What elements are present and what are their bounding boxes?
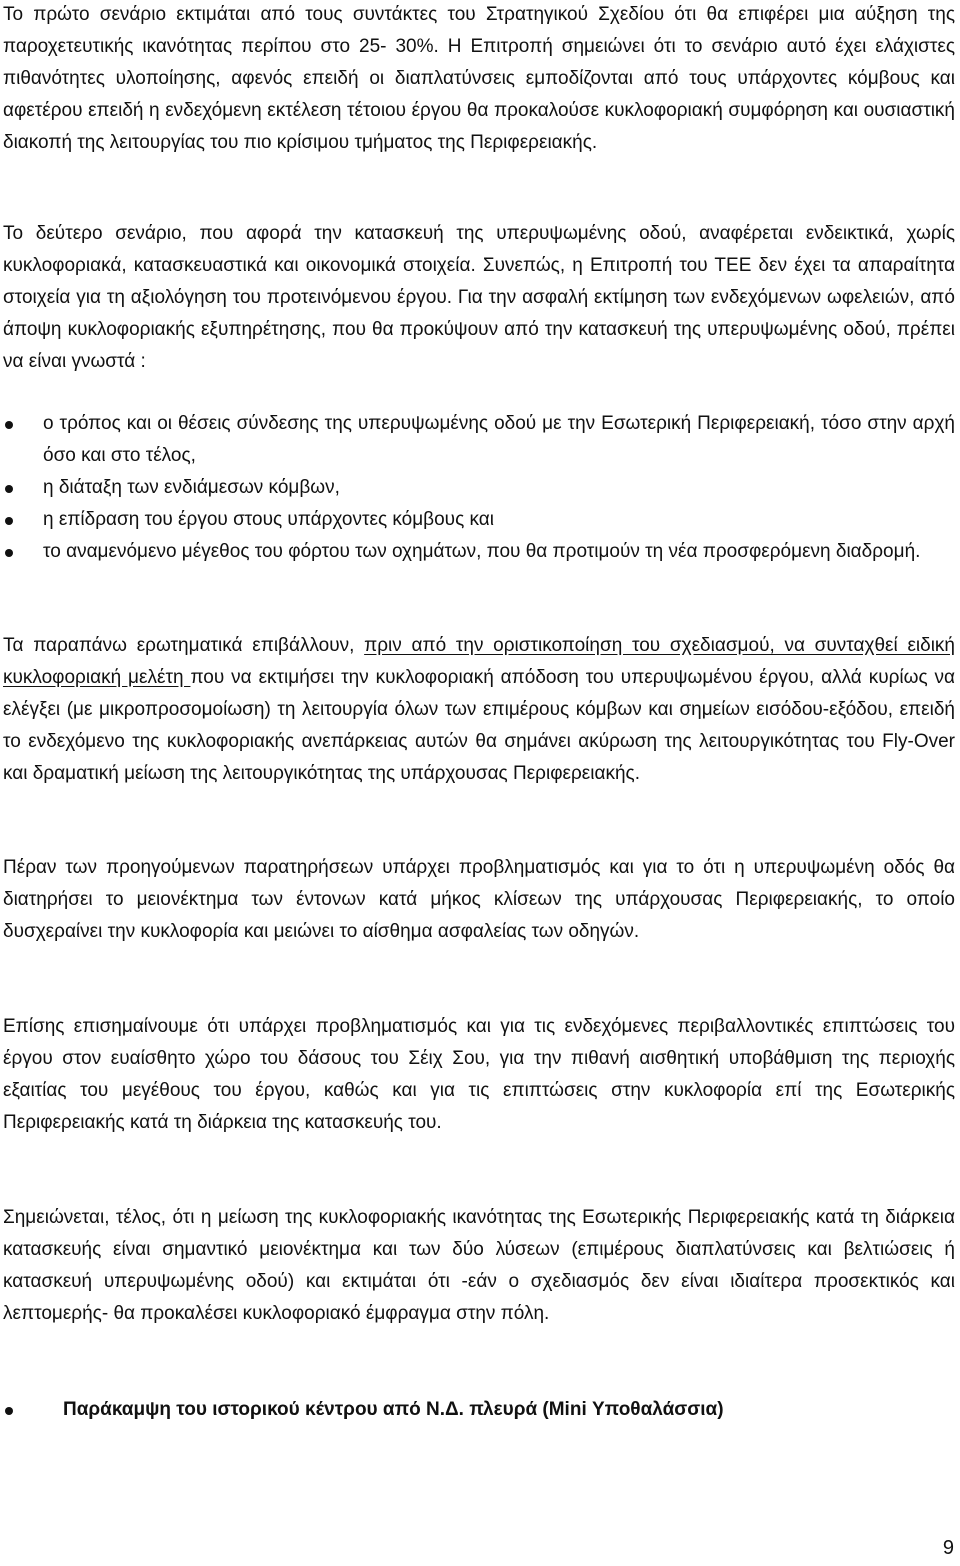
- bullet-icon: [5, 549, 13, 557]
- requirements-list: [3, 408, 955, 568]
- underlined-emphasis: πριν από την οριστικοποίηση του σχεδιασμού, να συνταχθεί ειδική κυκλοφοριακή μελέτη: [3, 635, 955, 688]
- list-item: [3, 408, 955, 472]
- bullet-icon: [5, 1407, 13, 1415]
- list-item-text: το αναμενόμενο μέγεθος του φόρτου των οχημάτων, που θα προτιμούν τη νέα προσφερόμενη διαδρομή.: [43, 541, 921, 562]
- section-heading: [3, 1394, 955, 1426]
- bullet-icon: [5, 421, 13, 429]
- list-item: [3, 504, 955, 536]
- paragraph-construction-capacity: Σημειώνεται, τέλος, ότι η μείωση της κυκλοφοριακής ικανότητας της Εσωτερικής Περιφερειακής κατά τη διάρκεια κατασκευής είναι σημαντικό μειονέκτημα και των δύο λύσεων (επιμέρους διαπλατύνσεις και βελτιώσεις ή κατασκευή υπερυψωμένης οδού) και εκτιμάται ότι -εάν ο σχεδιασμός δεν είναι ιδιαίτερα προσεκτικός και λεπτομερής- θα προκαλέσει κυκλοφοριακό έμφραγμα στην πόλη.: [3, 1207, 955, 1324]
- paragraph-traffic-study: [3, 630, 955, 790]
- page-number: 9: [942, 1537, 954, 1559]
- list-item: [3, 472, 955, 504]
- section-heading-text: Παράκαμψη του ιστορικού κέντρου από Ν.Δ. πλευρά (Mini Υποθαλάσσια): [63, 1399, 724, 1420]
- paragraph-gradients: Πέραν των προηγούμενων παρατηρήσεων υπάρχει προβληματισμός και για το ότι η υπερυψωμένη οδός θα διατηρήσει το μειονέκτημα των έντονων κατά μήκος κλίσεων της υπάρχουσας Περιφερειακής, το οποίο δυσχεραίνει την κυκλοφορία και μειώνει το αίσθημα ασφαλείας των οδηγών.: [3, 857, 955, 942]
- paragraph-text: που να εκτιμήσει την κυκλοφοριακή απόδοση του υπερυψωμένου έργου, αλλά κυρίως να ελέγξει (με μικροπροσομοίωση) τη λειτουργία όλων των επιμέρους κόμβων και σημείων εισόδου-εξόδου, επειδή το ενδεχόμενο της κυκλοφοριακής ανεπάρκειας αυτών θα σημάνει ακύρωση της λειτουργικότητας του Fly-Over και δραματική μείωση της λειτουργικότητας της υπάρχουσας Περιφερειακής.: [3, 667, 956, 784]
- paragraph-text: Τα παραπάνω ερωτηματικά επιβάλλουν,: [3, 635, 365, 656]
- paragraph-environment: Επίσης επισημαίνουμε ότι υπάρχει προβληματισμός και για τις ενδεχόμενες περιβαλλοντικές επιπτώσεις του έργου στον ευαίσθητο χώρο του δάσους του Σέιχ Σου, για την πιθανή αισθητική υποβάθμιση της περιοχής εξαιτίας του μεγέθους του έργου, καθώς και για τις επιπτώσεις στην κυκλοφορία επί της Εσωτερικής Περιφερειακής κατά τη διάρκεια της κατασκευής του.: [3, 1016, 955, 1133]
- bullet-icon: [5, 485, 13, 493]
- bullet-icon: [5, 517, 13, 525]
- paragraph-first-scenario: Το πρώτο σενάριο εκτιμάται από τους συντάκτες του Στρατηγικού Σχεδίου ότι θα επιφέρει μια αύξηση της παροχετευτικής ικανότητας περίπου στο 25- 30%. Η Επιτροπή σημειώνει ότι το σενάριο αυτό έχει ελάχιστες πιθανότητες υλοποίησης, αφενός επειδή οι διαπλατύνσεις εμποδίζονται από τους υπάρχοντες κόμβους και αφετέρου επειδή η ενδεχόμενη εκτέλεση τέτοιου έργου θα προκαλούσε κυκλοφοριακή συμφόρηση και ουσιαστική διακοπή της λειτουργίας του πιο κρίσιμου τμήματος της Περιφερειακής.: [3, 4, 955, 153]
- list-item-text: ο τρόπος και οι θέσεις σύνδεσης της υπερυψωμένης οδού με την Εσωτερική Περιφερειακή, τόσο στην αρχή όσο και στο τέλος,: [43, 413, 955, 466]
- list-item-text: η διάταξη των ενδιάμεσων κόμβων,: [43, 477, 340, 498]
- list-item: [3, 536, 955, 568]
- paragraph-second-scenario: Το δεύτερο σενάριο, που αφορά την κατασκευή της υπερυψωμένης οδού, αναφέρεται ενδεικτικά, χωρίς κυκλοφοριακά, κατασκευαστικά και οικονομικά στοιχεία. Συνεπώς, η Επιτροπή του ΤΕΕ δεν έχει τα απαραίτητα στοιχεία για τη αξιολόγηση του προτεινόμενου έργου. Για την ασφαλή εκτίμηση των ενδεχόμενων ωφελειών, από άποψη κυκλοφοριακής εξυπηρέτησης, που θα προκύψουν από την κατασκευή της υπερυψωμένης οδού, πρέπει να είναι γνωστά :: [3, 223, 955, 372]
- list-item-text: η επίδραση του έργου στους υπάρχοντες κόμβους και: [43, 509, 494, 530]
